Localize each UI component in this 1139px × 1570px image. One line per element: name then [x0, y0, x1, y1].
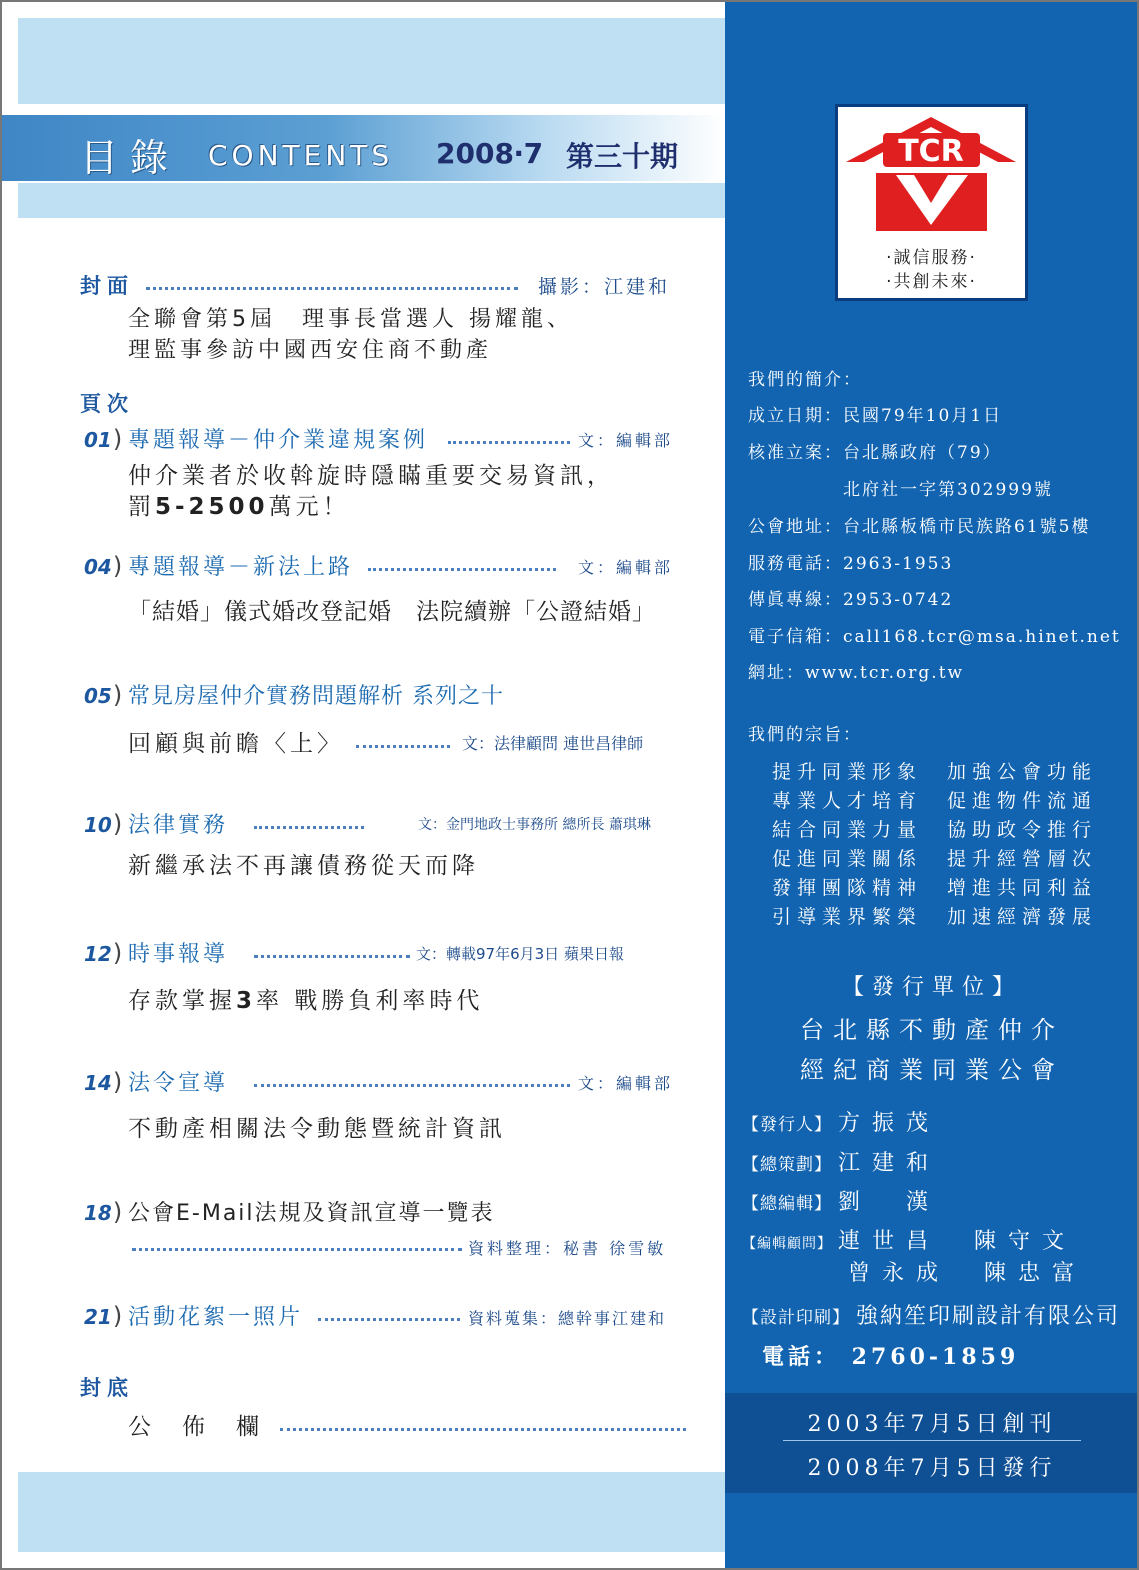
entry-title: 法律實務	[128, 813, 229, 838]
entry-author: 文：法律顧問 連世昌律師	[462, 734, 644, 753]
slogan-1: ‧誠信服務‧	[886, 248, 977, 268]
back-cover-item[interactable]: 公 佈 欄	[128, 1414, 263, 1440]
pages-label: 頁次	[80, 392, 134, 416]
staff-row: 【編輯顧問】 連世昌 陳守文	[742, 1229, 1077, 1254]
about-heading: 我們的簡介：	[748, 370, 862, 390]
issue-date: 2008‧7	[436, 137, 544, 170]
title-en: CONTENTS	[208, 139, 394, 172]
entry-author: 文：轉載97年6月3日 蘋果日報	[416, 945, 624, 963]
highlight-amount: 5-2500	[155, 494, 269, 520]
staff-row: 【設計印刷】 強納笙印刷設計有限公司	[742, 1304, 1121, 1329]
about-line: 成立日期：民國79年10月1日	[748, 406, 1003, 426]
cover-credit: 攝影：江建和	[538, 276, 671, 298]
publisher-name-2: 經紀商業同業公會	[800, 1056, 1064, 1084]
staff-row: 【總編輯】 劉 漢	[742, 1190, 941, 1215]
entry-desc: 仲介業者於收斡旋時隱瞞重要交易資訊，	[128, 463, 614, 489]
entry-author: 資料蒐集：總幹事江建和	[468, 1309, 667, 1328]
highlight-number: 3	[236, 988, 257, 1014]
about-email[interactable]: 電子信箱：call168.tcr@msa.hinet.net	[748, 627, 1121, 647]
entry-title: 常見房屋仲介實務問題解析 系列之十	[128, 684, 504, 709]
page-number: 01 )	[84, 425, 122, 453]
about-line: 公會地址：台北縣板橋市民族路61號5樓	[748, 517, 1091, 537]
publisher-heading: 【發行單位】	[841, 975, 1022, 1000]
entry-author: 文：編輯部	[578, 558, 674, 577]
entry-desc: 不動產相關法令動態暨統計資訊	[128, 1116, 506, 1142]
entry-author: 文：編輯部	[578, 1074, 674, 1093]
mission-line: 促進同業關係 提升經營層次	[772, 848, 1098, 870]
publisher-name-1: 台北縣不動產仲介	[800, 1016, 1064, 1044]
phone: 電話： 2760-1859	[762, 1344, 1020, 1370]
entry-title: 專題報導－仲介業違規案例	[128, 428, 429, 453]
entry-desc: 存款掌握3率 戰勝負利率時代	[128, 988, 484, 1014]
entry-author: 文：編輯部	[578, 431, 674, 450]
page-number: 18 )	[84, 1198, 122, 1226]
about-line: 核准立案：台北縣政府（79）	[748, 443, 1002, 463]
title-cn: 目錄	[80, 136, 181, 180]
staff-row: 【發行人】 方振茂	[742, 1111, 941, 1136]
page-number: 10 )	[84, 810, 122, 838]
page-number: 05 )	[84, 681, 122, 709]
published-date: 2008年7月5日發行	[807, 1456, 1057, 1481]
mission-heading: 我們的宗旨：	[748, 725, 862, 745]
mission-line: 專業人才培育 促進物件流通	[772, 790, 1098, 812]
page-number: 12 )	[84, 939, 122, 967]
entry-title: 公會E-Mail法規及資訊宣導一覽表	[128, 1201, 495, 1226]
entry-title: 法令宣導	[128, 1071, 229, 1096]
founded-date: 2003年7月5日創刊	[807, 1412, 1057, 1437]
staff-row: 曾永成 陳忠富	[848, 1261, 1087, 1286]
entry-title: 時事報導	[128, 942, 229, 967]
back-cover-label: 封底	[80, 1376, 134, 1400]
page-number: 04 )	[84, 552, 122, 580]
mission-line: 提升同業形象 加強公會功能	[772, 761, 1098, 783]
cover-desc-2: 理監事參訪中國西安住商不動產	[128, 338, 493, 363]
slogan-2: ‧共創未來‧	[886, 272, 977, 292]
about-line: 北府社一字第302999號	[748, 480, 1053, 500]
logo-text: TCR	[898, 134, 964, 169]
entry-title: 專題報導－新法上路	[128, 555, 354, 580]
mission-line: 引導業界繁榮 加速經濟發展	[772, 906, 1098, 928]
page-number: 21 )	[84, 1302, 122, 1330]
page-number: 14 )	[84, 1068, 122, 1096]
entry-desc: 回顧與前瞻〈上〉	[128, 731, 344, 757]
entry-desc: 罰5-2500萬元！	[128, 494, 350, 520]
cover-label: 封面	[80, 274, 134, 298]
about-line: 服務電話：2963-1953	[748, 554, 954, 574]
about-website[interactable]: 網址：www.tcr.org.tw	[748, 663, 965, 683]
mission-line: 發揮團隊精神 增進共同利益	[772, 877, 1098, 899]
staff-row: 【總策劃】 江建和	[742, 1151, 941, 1176]
issue-number: 第三十期	[566, 140, 679, 173]
entry-author: 資料整理：秘書 徐雪敏	[468, 1239, 667, 1258]
cover-desc-1: 全聯會第5屆 理事長當選人 揚耀龍、	[128, 307, 573, 332]
about-line: 傳眞專線：2953-0742	[748, 590, 954, 610]
entry-desc: 「結婚」儀式婚改登記婚 法院續辦「公證結婚」	[128, 599, 656, 625]
entry-title: 活動花絮一照片	[128, 1305, 304, 1330]
mission-line: 結合同業力量 協助政令推行	[772, 819, 1098, 841]
entry-desc: 新繼承法不再讓債務從天而降	[128, 853, 479, 879]
entry-author: 文：金門地政士事務所 總所長 蕭琪琳	[418, 817, 651, 833]
